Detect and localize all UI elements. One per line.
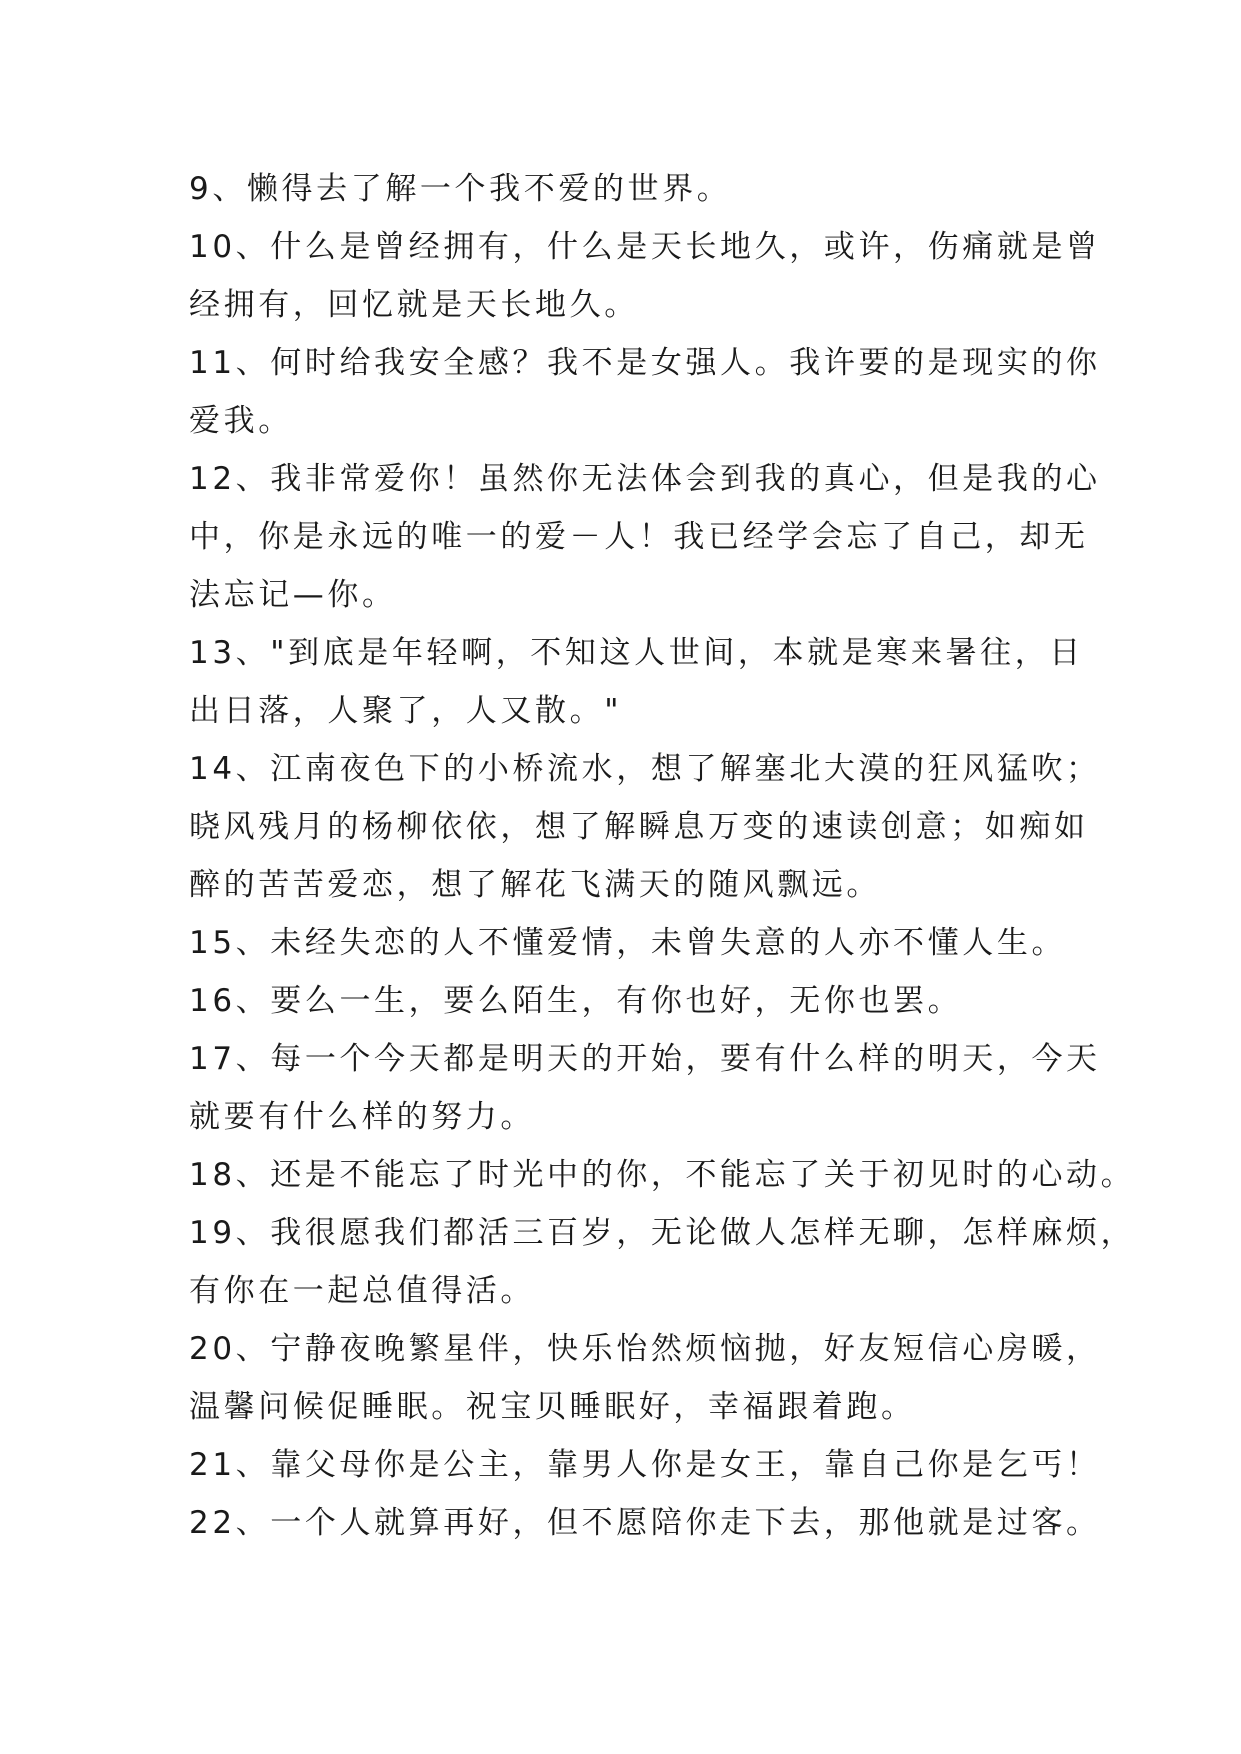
text-line: 19、我很愿我们都活三百岁，无论做人怎样无聊，怎样麻烦，	[189, 1215, 1136, 1251]
text-line: 就要有什么样的努力。	[189, 1099, 535, 1135]
text-line: 12、我非常爱你！虽然你无法体会到我的真心，但是我的心	[189, 461, 1101, 497]
text-line: 有你在一起总值得活。	[189, 1273, 535, 1309]
document-body	[189, 160, 1136, 1552]
text-line: 13、"到底是年轻啊，不知这人世间，本就是寒来暑往，日	[189, 635, 1084, 671]
text-line: 经拥有，回忆就是天长地久。	[189, 287, 639, 323]
text-line: 15、未经失恋的人不懂爱情，未曾失意的人亦不懂人生。	[189, 925, 1067, 961]
text-line: 20、宁静夜晚繁星伴，快乐怡然烦恼抛，好友短信心房暖，	[189, 1331, 1101, 1367]
text-line: 醉的苦苦爱恋，想了解花飞满天的随风飘远。	[189, 867, 881, 903]
text-line: 9、懒得去了解一个我不爱的世界。	[189, 171, 732, 207]
text-line: 11、何时给我安全感？我不是女强人。我许要的是现实的你	[189, 345, 1101, 381]
text-line: 18、还是不能忘了时光中的你，不能忘了关于初见时的心动。	[189, 1157, 1136, 1193]
text-line: 22、一个人就算再好，但不愿陪你走下去，那他就是过客。	[189, 1505, 1101, 1541]
text-line: 爱我。	[189, 403, 293, 439]
text-line: 14、江南夜色下的小桥流水，想了解塞北大漠的狂风猛吹；	[189, 751, 1101, 787]
text-line: 中，你是永远的唯一的爱－人！我已经学会忘了自己，却无	[189, 519, 1089, 555]
text-line: 10、什么是曾经拥有，什么是天长地久，或许，伤痛就是曾	[189, 229, 1101, 265]
text-line: 温馨问候促睡眠。祝宝贝睡眠好，幸福跟着跑。	[189, 1389, 916, 1425]
text-line: 16、要么一生，要么陌生，有你也好，无你也罢。	[189, 983, 963, 1019]
text-line: 法忘记—你。	[189, 577, 397, 613]
text-line: 17、每一个今天都是明天的开始，要有什么样的明天，今天	[189, 1041, 1101, 1077]
text-line: 晓风残月的杨柳依依，想了解瞬息万变的速读创意；如痴如	[189, 809, 1089, 845]
text-line: 21、靠父母你是公主，靠男人你是女王，靠自己你是乞丐！	[189, 1447, 1101, 1483]
text-line: 出日落，人聚了，人又散。"	[189, 693, 623, 729]
